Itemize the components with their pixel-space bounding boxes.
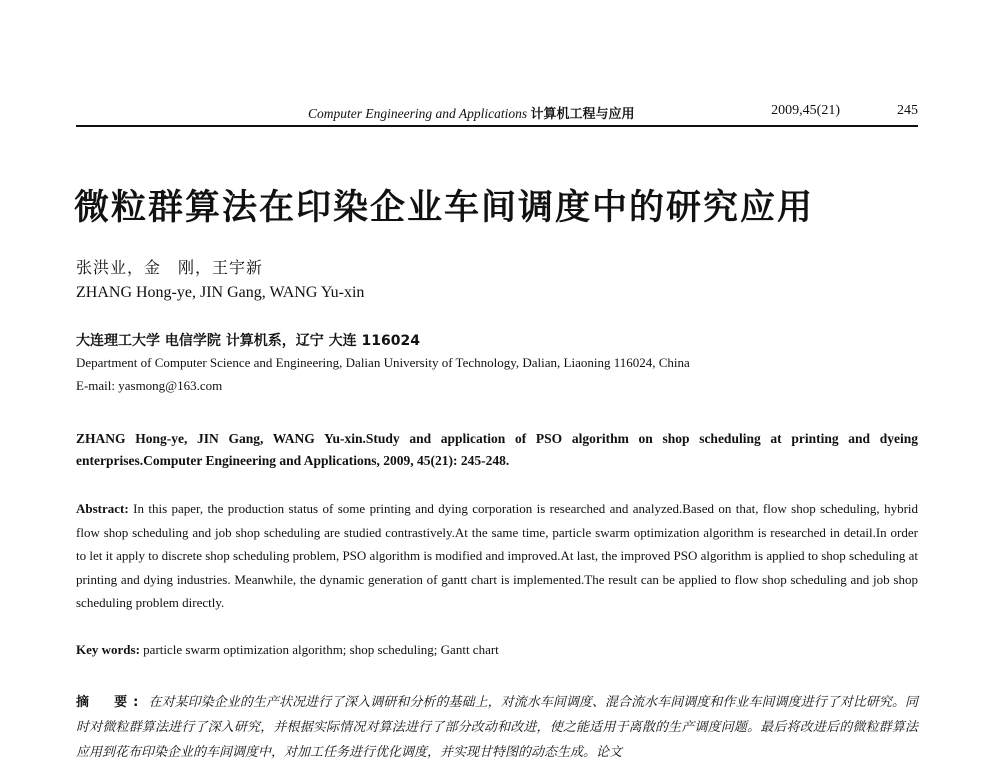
running-head-journal bbox=[308, 103, 635, 122]
authors-cn: 张洪业，金 刚，王宇新 bbox=[76, 258, 264, 277]
author-email: E-mail: yasmong@163.com bbox=[76, 378, 223, 393]
abstract-en bbox=[76, 497, 918, 615]
issue-number: 2009,45(21) bbox=[771, 103, 840, 118]
journal-name-cn: 计算机工程与应用 bbox=[530, 107, 635, 122]
abstract-en-text: In this paper, the production status of some printing and dying corporation is researched and analyzed.Based on that, flow shop scheduling, hybrid flow shop scheduling and job shop scheduling are studied contrastively.At the same time, particle swarm optimization algorithm is researched in detail.In order to let it apply to discrete shop scheduling problem, PSO algorithm is modified and improved.At last, the improved PSO algorithm is applied to shop scheduling at printing and dying industries. Meanwhile, the dynamic generation of gantt chart is implemented.The result can be applied to flow shop scheduling and job shop scheduling problem directly. bbox=[76, 501, 919, 610]
affiliation-cn: 大连理工大学 电信学院 计算机系，辽宁 大连 116024 bbox=[76, 333, 420, 349]
running-head bbox=[76, 103, 918, 123]
abstract-cn-label: 摘 要: bbox=[76, 695, 145, 710]
keywords-text: particle swarm optimization algorithm; shop scheduling; Gantt chart bbox=[143, 642, 499, 657]
abstract-cn-text: 在对某印染企业的生产状况进行了深入调研和分析的基础上，对流水车间调度、混合流水车间调度和作业车间调度进行了对比研究。同时对微粒群算法进行了深入研究，并根据实际情况对算法进行了部分改动和改进，使之能适用于离散的生产调度问题。最后将改进后的微粒群算法应用到花布印染企业的车间调度中，对加工任务进行优化调度，并实现甘特图的动态生成。论文 bbox=[76, 695, 918, 760]
keywords-en bbox=[76, 642, 918, 658]
affiliation-en: Department of Computer Science and Engineering, Dalian University of Technology, Dalian, Liaoning 116024, China bbox=[76, 355, 690, 370]
journal-name-en: Computer Engineering and Applications bbox=[308, 106, 528, 121]
page-number: 245 bbox=[897, 103, 918, 118]
header-rule bbox=[76, 125, 918, 127]
authors-en: ZHANG Hong-ye, JIN Gang, WANG Yu-xin bbox=[76, 284, 365, 301]
paper-title-cn: 微粒群算法在印染企业车间调度中的研究应用 bbox=[74, 187, 815, 228]
keywords-label: Key words: bbox=[76, 642, 140, 657]
citation: ZHANG Hong-ye, JIN Gang, WANG Yu-xin.Study and application of PSO algorithm on shop scheduling at printing and dyeing enterprises.Computer Engineering and Applications, 2009, 45(21): 245-248. bbox=[76, 431, 918, 468]
abstract-cn bbox=[76, 690, 918, 765]
abstract-en-label: Abstract: bbox=[76, 501, 129, 516]
